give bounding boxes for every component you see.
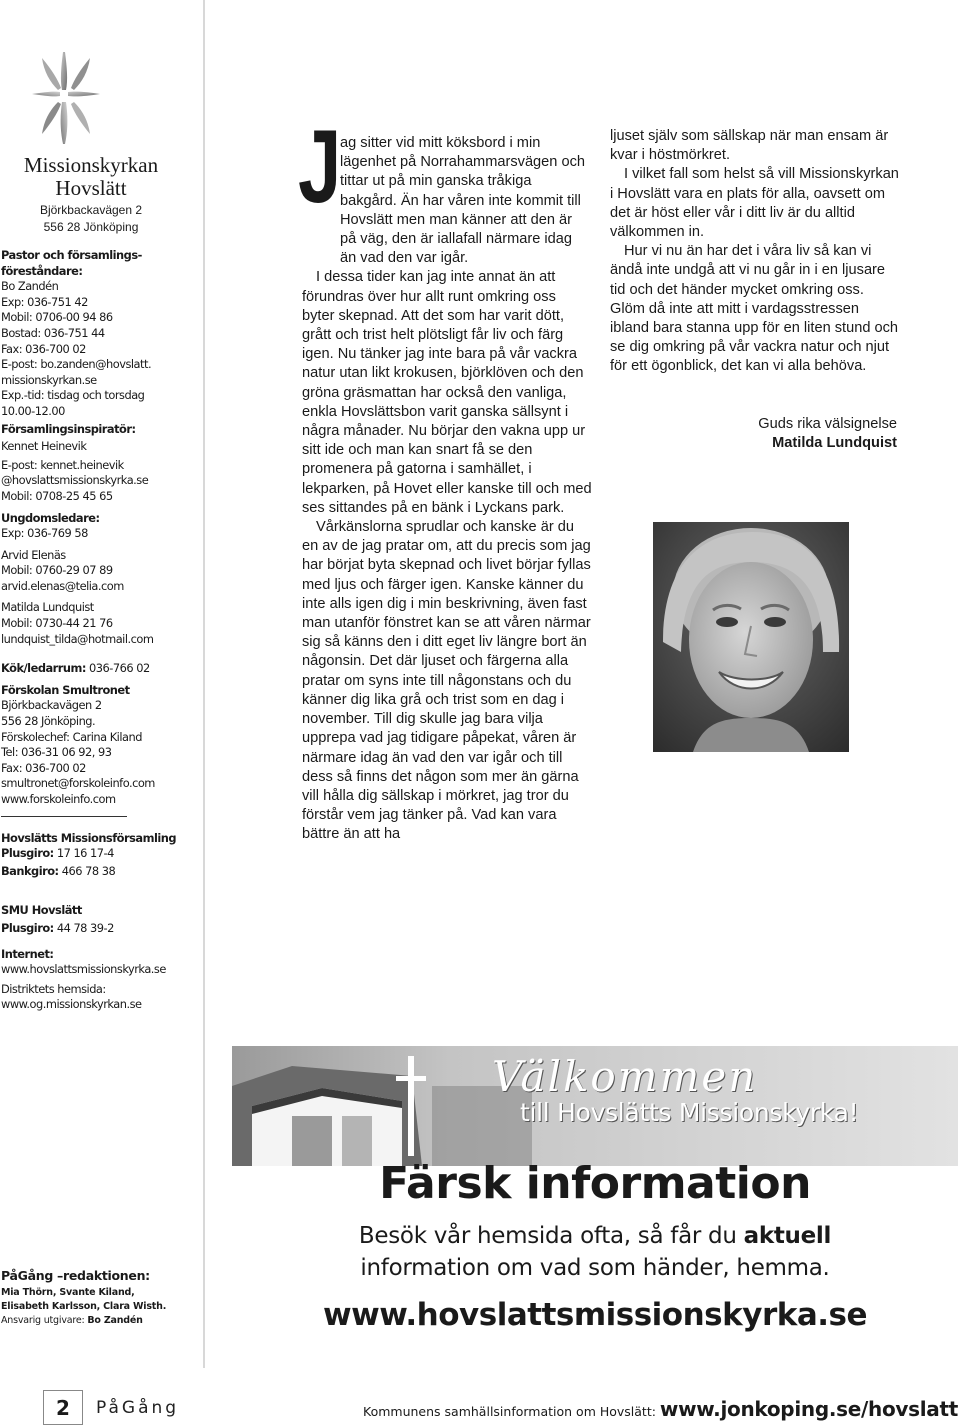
author-portrait-photo	[653, 522, 849, 752]
advert-website-link[interactable]: www.hovslattsmissionskyrka.se	[322, 1297, 868, 1333]
church-address: Björkbackavägen 2 556 28 Jönköping	[39, 203, 143, 234]
footer-community-info: Kommunens samhällsinformation om Hovslätt: www.jonkoping.se/hovslatt	[363, 1397, 958, 1421]
community-website-link[interactable]: www.jonkoping.se/hovslatt	[659, 1397, 958, 1421]
drop-cap: J	[298, 109, 342, 225]
publication-name: PåGång	[96, 1398, 180, 1418]
church-name: Missionskyrkan Hovslätt	[23, 153, 159, 200]
article-paragraph: I vilket fall som helst så vill Missionskyrkan i Hovslätt vara en plats för alla, oavsett om det är höst eller vår i ditt liv är du alltid välkommen in.	[610, 166, 899, 241]
editorial-info: PåGång –redaktionen: Mia Thörn, Svante Kiland, Elisabeth Karlsson, Clara Wisth. Ansvarig utgivare: Bo Zandén	[1, 1268, 167, 1326]
contact-list: Pastor och församlings- föreståndare: Bo Zandén Exp: 036-751 42 Mobil: 0706-00 94 86 Bostad: 036-751 44 Fax: 036-700 02 E-post: bo.zanden@hovslatt. missionskyrkan.se Exp.-tid: tisdag och torsdag 10.00-12.00 Församlingsinspiratör: Kennet Heinevik E-post: kennet.heinevik @hovslattsmissionskyrka.se Mobil: 0708-25 45 65 Ungdomsledare: Exp: 036-769 58 Arvid Elenäs Mobil: 0760-29 07 89 arvid.elenas@telia.com Matilda Lundquist Mobil: 0730-44 21 76 lundquist_tilda@hotmail.com Kök/ledarrum: 036-766 02 Förskolan Smultronet Björkbackavägen 2 556 28 Jönköping. Förskolechef: Carina Kiland Tel: 036-31 06 92, 93 Fax: 036-700 02 smultronet@forskoleinfo.com www.forskoleinfo.com Hovslätts Missionsförsamling Plusgiro: 17 16 17-4 Bankgiro: 466 78 38 SMU Hovslätt Plusgiro: 44 78 39-2 Internet: www.hovslattsmissionskyrka.se Distriktets hemsida: www.og.missionskyrkan.se	[1, 248, 177, 1012]
advert-headline: Färsk information	[379, 1158, 811, 1209]
article-paragraph: ljuset själv som sällskap när man ensam är kvar i höstmörkret.	[610, 128, 889, 164]
article-column-1	[302, 134, 592, 845]
article-paragraph: Hur vi nu än har det i våra liv så kan vi ändå inte undgå att vi nu går in i en ljusare tid och det händer mycket omkring oss. Glöm då inte att mitt i vardagsstressen ibland bara stanna upp för en liten stund och se dig omkring på vår vackra natur och njut för ett ögonblick, det kan vi alla behöva.	[610, 243, 899, 375]
article-paragraph: I dessa tider kan jag inte annat än att förundras över hur allt runt omkring oss byter skepnad. Att det som har varit dött, grått och trist helt plötsligt får liv och färg igen. Nu tänker jag inte bara på vår vackra natur utan likt krokusen, björklöven och den gröna gräsmattan har också den vanliga, enkla Hovslättsbon varit ganska sällsynt i några månader. Nu börjar den vakna upp ur sitt ide och man kan snart få se den promenera på gatorna i samhället, i lekparken, på Hovet eller kanske till och med ses sittandes på en bänk i Lyckans park.	[302, 269, 592, 516]
page-number: 2	[43, 1390, 83, 1425]
article-paragraph: ag sitter vid mitt köksbord i min lägenhet på Norrahammarsvägen och tittar ut på min ganska tråkiga bakgård. Än har våren inte kommit till Hovslätt men man känner att den är på väg, den är iallafall närmare idag än vad den var igår.	[340, 135, 585, 267]
column-divider	[203, 0, 205, 1368]
article-column-2	[610, 127, 900, 377]
banner-line1: Välkommen	[492, 1052, 758, 1101]
article-signature: Guds rika välsignelse Matilda Lundquist	[758, 416, 897, 452]
advert-body: Besök vår hemsida ofta, så får du aktuell information om vad som händer, hemma.	[358, 1223, 832, 1281]
article-paragraph: Vårkänslorna sprudlar och kanske är du en av de jag pratar om, att du precis som jag har börjat byta skepnad och livet börjar fyllas med ljus och färger igen. Kanske känner du inte alls igen dig i min beskrivning, även fast man utanför fönstret kan se att våren närmar sig så känns den i ditt eget liv längre bort än någonsin. Det där ljuset och färgerna alla pratar om syns inte till någonstans och du känner dig lika grå och trist som en dag i november. Till dig skulle jag bara vilja upprepa vad jag tidigare påpekat, våren är närmare idag än vad den var igår och till dess så finns det någon som mer än gärna vill hålla dig sällskap i mörkret, jag tror du förstår vem jag tänker på. Vad kan vara bättre än att ha	[302, 519, 591, 843]
banner-line2: till Hovslätts Missionskyrka!	[520, 1098, 859, 1127]
church-cross-logo	[30, 50, 102, 146]
